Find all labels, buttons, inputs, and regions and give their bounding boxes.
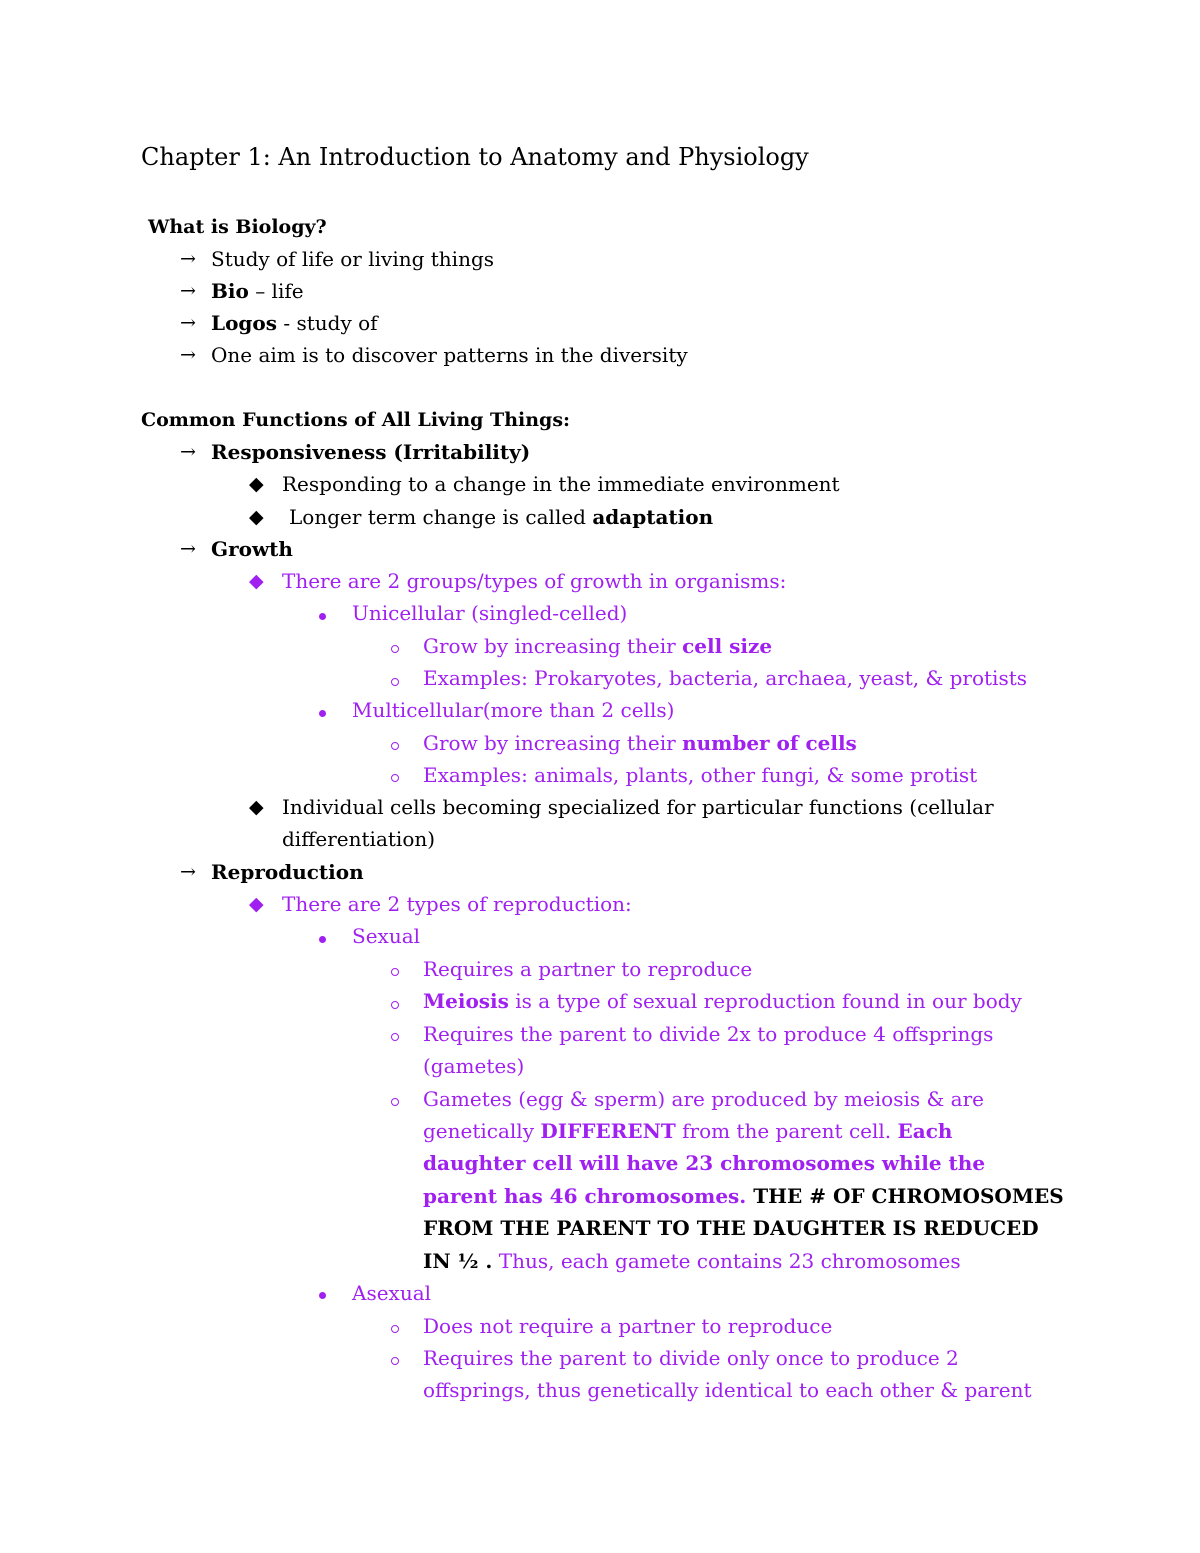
emphasis-text: parent has 46 chromosomes. — [423, 1184, 747, 1208]
circle-bullet-icon — [391, 1098, 399, 1106]
list-item: Requires the parent to divide only once to produce 2 — [423, 1346, 959, 1370]
emphasis-text: Each — [897, 1119, 953, 1143]
arrow-bullet-icon: → — [180, 248, 196, 270]
list-item-continuation: offsprings, thus genetically identical to each other & parent — [423, 1378, 1032, 1402]
caps-emphasis-text: THE # OF CHROMOSOMES — [746, 1184, 1064, 1208]
list-item-continuation — [423, 1180, 1064, 1212]
list-item: Requires the parent to divide 2x to produce 4 offsprings — [423, 1022, 994, 1046]
dot-bullet-icon — [319, 710, 326, 717]
list-item: Individual cells becoming specialized for particular functions (cellular — [282, 795, 994, 819]
diamond-bullet-icon: ◆ — [249, 893, 264, 915]
circle-bullet-icon — [391, 774, 399, 782]
circle-bullet-icon — [391, 968, 399, 976]
diamond-bullet-icon: ◆ — [249, 796, 264, 818]
list-item — [423, 630, 772, 662]
text-span: Thus, each gamete contains 23 chromosomes — [492, 1249, 961, 1273]
list-item: Responding to a change in the immediate environment — [282, 472, 840, 496]
term-definition: – life — [248, 279, 304, 303]
arrow-bullet-icon: → — [180, 312, 196, 334]
dot-bullet-icon — [319, 936, 326, 943]
term-definition: - study of — [277, 311, 378, 335]
dot-bullet-icon — [319, 1292, 326, 1299]
function-responsiveness — [211, 436, 530, 468]
diamond-bullet-icon: ◆ — [249, 570, 264, 592]
section-heading-common-functions: Common Functions of All Living Things: — [141, 409, 571, 431]
list-item — [211, 307, 378, 339]
list-item — [423, 985, 1022, 1017]
section-heading-what-is-biology: What is Biology? — [148, 216, 327, 238]
term-number-of-cells: number of cells — [682, 731, 857, 755]
circle-bullet-icon — [391, 742, 399, 750]
text-span: Grow by increasing their — [423, 634, 683, 658]
text-span: from the parent cell. — [675, 1119, 898, 1143]
emphasis-text: daughter cell will have 23 chromosomes while the — [423, 1151, 986, 1175]
list-item — [289, 501, 713, 533]
list-item: Examples: Prokaryotes, bacteria, archaea, yeast, & protists — [423, 666, 1028, 690]
list-item-continuation: differentiation) — [282, 827, 436, 851]
function-label: Growth — [211, 537, 293, 561]
function-label: Responsiveness (Irritability) — [211, 440, 531, 464]
list-item — [211, 275, 304, 307]
arrow-bullet-icon: → — [180, 861, 196, 883]
circle-bullet-icon — [391, 1001, 399, 1009]
list-item: Study of life or living things — [211, 247, 495, 271]
list-item: Sexual — [352, 924, 421, 948]
list-item-continuation — [423, 1212, 1039, 1244]
circle-bullet-icon — [391, 1325, 399, 1333]
circle-bullet-icon — [391, 678, 399, 686]
dot-bullet-icon — [319, 613, 326, 620]
list-item-continuation — [423, 1245, 961, 1277]
page-title: Chapter 1: An Introduction to Anatomy and Physiology — [141, 143, 809, 171]
list-item: Does not require a partner to reproduce — [423, 1314, 833, 1338]
caps-emphasis-text: IN ½ . — [423, 1249, 493, 1273]
function-label: Reproduction — [211, 860, 364, 884]
list-item: Unicellular (singled-celled) — [352, 601, 628, 625]
term-logos: Logos — [211, 311, 277, 335]
term-meiosis: Meiosis — [423, 989, 509, 1013]
list-item: Asexual — [352, 1281, 432, 1305]
arrow-bullet-icon: → — [180, 344, 196, 366]
list-item-continuation: (gametes) — [423, 1054, 525, 1078]
circle-bullet-icon — [391, 1357, 399, 1365]
arrow-bullet-icon: → — [180, 280, 196, 302]
list-item: There are 2 types of reproduction: — [282, 892, 632, 916]
text-span: Grow by increasing their — [423, 731, 683, 755]
list-item-continuation — [423, 1115, 952, 1147]
list-item: There are 2 groups/types of growth in organisms: — [282, 569, 787, 593]
text-span: genetically — [423, 1119, 541, 1143]
function-reproduction — [211, 856, 364, 888]
arrow-bullet-icon: → — [180, 538, 196, 560]
diamond-bullet-icon: ◆ — [249, 473, 264, 495]
list-item: One aim is to discover patterns in the diversity — [211, 343, 688, 367]
arrow-bullet-icon: → — [180, 441, 196, 463]
caps-emphasis-text: FROM THE PARENT TO THE DAUGHTER IS REDUCED — [423, 1216, 1039, 1240]
list-item — [423, 727, 857, 759]
list-item-continuation — [423, 1147, 985, 1179]
list-item: Requires a partner to reproduce — [423, 957, 753, 981]
list-item: Gametes (egg & sperm) are produced by meiosis & are — [423, 1087, 984, 1111]
diamond-bullet-icon: ◆ — [249, 506, 264, 528]
list-item: Examples: animals, plants, other fungi, & some protist — [423, 763, 978, 787]
term-cell-size: cell size — [682, 634, 773, 658]
term-bio: Bio — [211, 279, 249, 303]
term-different: DIFFERENT — [540, 1119, 676, 1143]
term-adaptation: adaptation — [592, 505, 714, 529]
list-item: Multicellular(more than 2 cells) — [352, 698, 675, 722]
text-span: is a type of sexual reproduction found in our body — [508, 989, 1022, 1013]
circle-bullet-icon — [391, 1033, 399, 1041]
text-span: Longer term change is called — [289, 505, 593, 529]
circle-bullet-icon — [391, 645, 399, 653]
function-growth — [211, 533, 293, 565]
